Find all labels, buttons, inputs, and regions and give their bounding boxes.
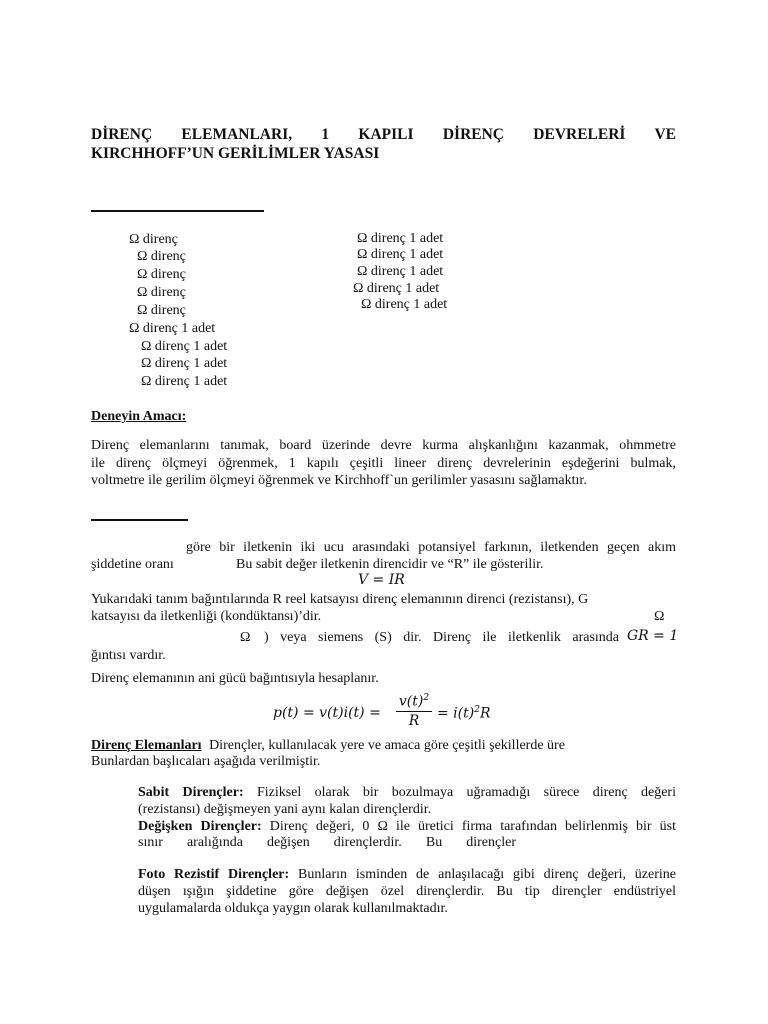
materials-heading-rule [91,210,264,212]
theory-text-fragment: katsayısı da iletkenliği (kondüktansı)’dir. [91,609,322,624]
material-item: Ω direnç 1 adet [141,356,228,371]
aim-text-line: voltmetre ile gerilim ölçmeyi öğrenmek ve Kirchhoff`un gerilimler yasasını sağlamaktır. [91,473,587,488]
material-item: Ω direnç [129,232,178,247]
variable-resistors-text-line: sınır aralığında değişen dirençlerdir. Bu dirençler [138,835,516,850]
variable-resistors-heading: Değişken Dirençler: [138,819,262,834]
document-title-line-1: DİRENÇ ELEMANLARI, 1 KAPILI DİRENÇ DEVRELERİ VE [91,126,676,143]
elements-text: Dirençler, kullanılacak yere ve amaca göre çeşitli şekillerde üre [209,738,565,753]
conductance-relation: GR = 1 [627,628,679,644]
aim-heading: Deneyin Amacı: [91,409,187,424]
fraction-denominator: R [408,712,420,729]
right-term-exponent: 2 [474,705,480,715]
fixed-resistors-text: Fiziksel olarak bir bozulmaya uğramadığı sürece direnç değeri [256,785,676,800]
elements-heading: Direnç Elemanları [91,738,202,753]
material-item: Ω direnç 1 adet [357,264,444,279]
theory-text-line: göre bir iletkenin iki ucu arasındaki potansiyel farkının, iletkenden geçen akım [186,540,676,555]
material-item: Ω direnç 1 adet [357,247,444,262]
fixed-resistors-line [138,784,676,801]
fraction-numerator: v(t) [398,693,424,710]
material-item: Ω direnç 1 adet [141,374,228,389]
theory-text-fragment: ) veya siemens (S) dir. Direnç ile iletkenlik arasında [264,630,619,645]
material-item: Ω direnç [137,303,186,318]
elements-paragraph [91,737,565,754]
ohm-symbol: Ω [240,630,251,645]
numerator-exponent: 2 [423,693,430,703]
document-title-line-2: KIRCHHOFF’UN GERİLİMLER YASASI [91,145,380,162]
variable-resistors-line [138,818,676,835]
theory-text-line: Yukarıdaki tanım bağıntılarında R reel katsayısı direnç elemanının direnci (rezistansı), G [91,592,589,607]
material-item: Ω direnç 1 adet [129,321,216,336]
theory-text-fragment: Bu sabit değer iletkenin direncidir ve “R” ile gösterilir. [236,557,544,572]
material-item: Ω direnç [137,285,186,300]
power-equation-right-end: R [479,705,491,722]
power-equation-left: p(t) = v(t)i(t) = [273,705,381,721]
elements-text-line: Bunlardan başlıcaları aşağıda verilmiştir. [91,754,321,769]
theory-text-fragment: şiddetine oranı [91,557,174,572]
ohms-law-equation: V = IR [358,572,405,588]
material-item: Ω direnç [137,249,186,264]
material-item: Ω direnç 1 adet [353,281,440,296]
theory-heading-rule [91,519,188,521]
variable-resistors-text: Direnç değeri, 0 Ω ile üretici firma tarafından belirlenmiş bir üst [269,819,676,834]
theory-text-line: ğıntısı vardır. [91,648,166,663]
theory-text-line: Direnç elemanının ani gücü bağıntısıyla hesaplanır. [91,671,379,686]
fraction-bar [396,711,432,712]
photo-resistors-line [138,866,676,883]
fixed-resistors-heading: Sabit Dirençler: [138,785,244,800]
photo-resistors-text-line: uygulamalarda oldukça yaygın olarak kullanılmaktadır. [138,901,448,916]
power-equation-right-term: = i(t) [437,705,475,722]
material-item: Ω direnç 1 adet [361,297,448,312]
power-equation-fraction [396,690,432,729]
photo-resistors-heading: Foto Rezistif Dirençler: [138,867,290,882]
material-item: Ω direnç [137,267,186,282]
aim-text-line: Direnç elemanlarını tanımak, board üzerinde devre kurma alışkanlığını kazanmak, ohmmetre [91,438,676,453]
photo-resistors-text: Bunların isminden de anlaşılacağı gibi direnç değeri, üzerine [298,867,677,882]
power-equation-right [437,705,491,722]
material-item: Ω direnç 1 adet [357,231,444,246]
fixed-resistors-text-line: (rezistansı) değişmeyen yani aynı kalan dirençlerdir. [138,802,432,817]
ohm-symbol: Ω [654,609,665,624]
photo-resistors-text-line: düşen ışığın şiddetine göre değişen özel dirençlerdir. Bu tip dirençler endüstriyel [138,884,676,899]
aim-text-line: ile direnç ölçmeyi öğrenmek, 1 kapılı çeşitli lineer direnç devrelerinin eşdeğerini bulmak, [91,456,676,471]
material-item: Ω direnç 1 adet [141,339,228,354]
